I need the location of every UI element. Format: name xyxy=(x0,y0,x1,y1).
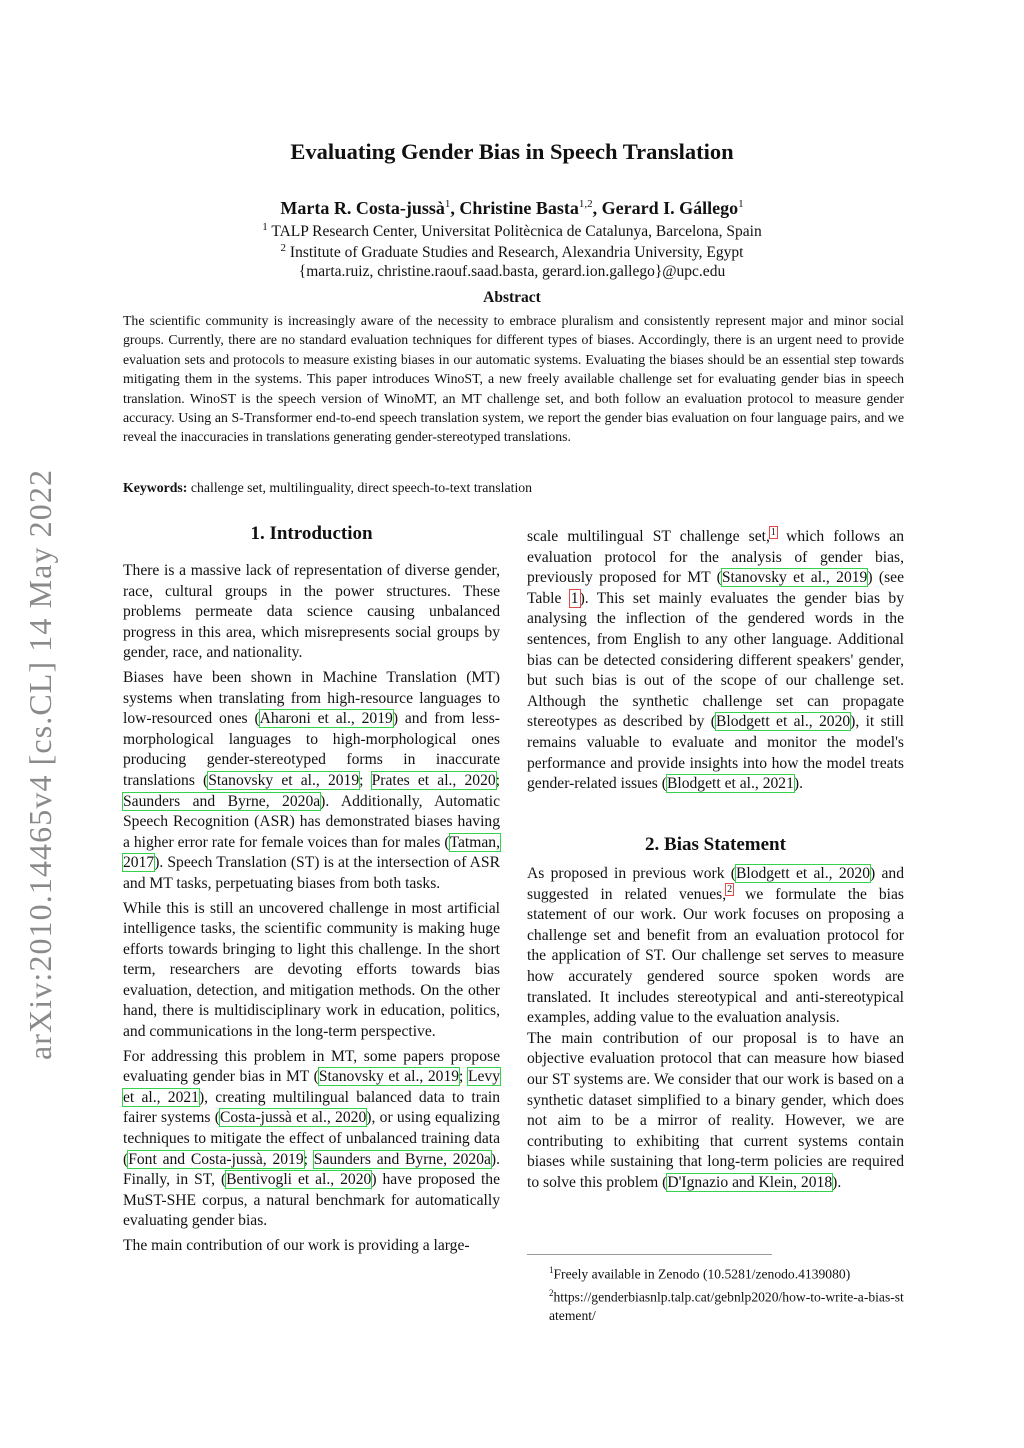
affiliation-1: $^1$ TALP Research Center, Universitat Politècnica de Catalunya, Barcelona, Spain xyxy=(262,221,762,241)
paragraph: There is a massive lack of representation of diverse gender, race, cultural groups in the power structures. These problems permeate data science causing unbalanced progress in this area, which misrepresents social groups by gender, race, and nationality. xyxy=(123,562,500,662)
paragraph: The main contribution of our proposal is to have an objective evaluation protocol that can measure how biased our ST systems are. We consider that our work is based on a synthetic dataset simplified to a binary gender, which does not aim to be a mirror of reality. However, we are contributing to exhibiting that current systems contain biases while sustaining that long-term policies are required to solve this problem (D'Ignazio and Klein, 2018). xyxy=(527,1029,904,1191)
abstract-heading: Abstract xyxy=(483,289,541,306)
citation-link[interactable]: Costa-jussà et al., 2020 xyxy=(219,1109,367,1127)
citation-link[interactable]: Stanovsky et al., 2019 xyxy=(208,771,360,789)
footnotes xyxy=(527,1261,904,1326)
author-list: Marta R. Costa-jussà$^1$, Christine Basta$^{1,2}$, Gerard I. Gállego$^1$ xyxy=(280,198,744,218)
citation-link[interactable]: Prates et al., 2020 xyxy=(371,771,496,789)
table-link[interactable]: 1 xyxy=(570,589,579,607)
paragraph: scale multilingual ST challenge set,$^1$ which follows an evaluation protocol for the analysis of gender bias, previously proposed for MT (Stanovsky et al., 2019) (see Table 1). This set mainly evaluates the gender bias by analysing the inflection of the gendered words in the sentences, from English to any other language. Additional bias can be detected considering different speakers' gender, but such bias is out of the scope of our challenge set. Although the synthetic challenge set can propagate stereotypes as described by (Blodgett et al., 2020), it still remains valuable to evaluate and monitor the model's performance and provide insights into how the model treats gender-related issues (Blodgett et al., 2021). xyxy=(527,526,904,793)
citation-link[interactable]: Tatman, 2017 xyxy=(123,833,500,872)
citation-link[interactable]: Font and Costa-jussà, 2019 xyxy=(128,1150,304,1168)
author-affil-mark: 1 xyxy=(444,198,451,210)
paragraph: Biases have been shown in Machine Translation (MT) systems when translating from high-resource languages to low-resourced ones (Aharoni et al., 2019) and from less-morphological languages to high-morphological ones producing gender-stereotyped forms in inaccurate translations (Stanovsky et al., 2019; Prates et al., 2020; Saunders and Byrne, 2020a). Additionally, Automatic Speech Recognition (ASR) has demonstrated biases having a higher error rate for female voices than for males (Tatman, 2017). Speech Translation (ST) is at the intersection of ASR and MT tasks, perpetuating biases from both tasks. xyxy=(123,668,501,892)
citation-link[interactable]: Blodgett et al., 2020 xyxy=(715,713,851,731)
footnote-url[interactable]: https://genderbiasnlp.talp.cat/gebnlp2020/how-to-write-a-bias-statement/ xyxy=(549,1289,904,1324)
author-affil-mark: 1 xyxy=(738,198,744,210)
footnote-2: $^2$https://genderbiasnlp.talp.cat/gebnlp2020/how-to-write-a-bias-statement/ xyxy=(549,1288,904,1324)
citation-link[interactable]: Saunders and Byrne, 2020a xyxy=(123,792,321,810)
paper-title: Evaluating Gender Bias in Speech Translation xyxy=(290,139,734,164)
citation-link[interactable]: Bentivogli et al., 2020 xyxy=(226,1171,372,1189)
footnote-1: $^1$Freely available in Zenodo (10.5281/zenodo.4139080) xyxy=(549,1265,851,1282)
left-column xyxy=(123,561,500,1261)
section-heading-bias-statement: 2. Bias Statement xyxy=(645,834,786,855)
bias-statement-body xyxy=(527,864,904,1198)
citation-link[interactable]: Aharoni et al., 2019 xyxy=(259,710,393,728)
citation-link[interactable]: Stanovsky et al., 2019 xyxy=(721,569,868,587)
right-column xyxy=(527,527,904,799)
citation-link[interactable]: Stanovsky et al., 2019 xyxy=(318,1068,460,1086)
citation-link[interactable]: Blodgett et al., 2021 xyxy=(666,775,794,793)
citation-link[interactable]: Saunders and Byrne, 2020a xyxy=(313,1150,491,1168)
citation-link[interactable]: D'Ignazio and Klein, 2018 xyxy=(667,1173,833,1191)
author-name: Gerard I. Gállego xyxy=(601,198,739,218)
paragraph: As proposed in previous work (Blodgett et al., 2020) and suggested in related venues,$^2$ we formulate the bias statement of our work. Our work focuses on proposing a challenge set and benefit from an evaluation protocol for the application of ST. Our challenge set serves to measure how accurately gendered source spoken words are translated. It includes stereotypical and anti-stereotypical examples, adding value to the evaluation analysis. xyxy=(527,865,905,1027)
citation-link[interactable]: Blodgett et al., 2020 xyxy=(735,865,871,882)
footnote-divider xyxy=(527,1254,772,1255)
affiliation-2: $^2$ Institute of Graduate Studies and Research, Alexandria University, Egypt xyxy=(280,242,744,262)
arxiv-stamp: arXiv:2010.14465v4 [cs.CL] 14 May 2022 xyxy=(22,468,58,1060)
keywords-text: challenge set, multilinguality, direct speech-to-text translation xyxy=(187,480,533,495)
author-name: Marta R. Costa-jussà xyxy=(280,198,445,218)
section-heading-introduction: 1. Introduction xyxy=(250,523,373,544)
citation-link[interactable]: Levy et al., 2021 xyxy=(123,1068,501,1106)
footnote-link[interactable]: 2 xyxy=(727,884,733,896)
author-emails: {marta.ruiz, christine.raouf.saad.basta, gerard.ion.gallego}@upc.edu xyxy=(298,263,726,280)
keywords xyxy=(123,480,532,496)
paragraph: The main contribution of our work is providing a large- xyxy=(123,1237,470,1254)
footnote-link[interactable]: 1 xyxy=(770,526,776,538)
paragraph: While this is still an uncovered challenge in most artificial intelligence tasks, the scientific community is making huge efforts towards bringing to light this challenge. In the short term, researchers are devoting efforts towards bias evaluation, detection, and mitigation methods. On the other hand, there is multidisciplinary work in education, politics, and communications in the long-term perspective. xyxy=(123,899,500,1041)
keywords-label: Keywords: xyxy=(123,480,188,495)
author-name: Christine Basta xyxy=(459,198,579,218)
author-affil-mark: 1,2 xyxy=(578,198,593,210)
abstract-text: The scientific community is increasingly aware of the necessity to embrace pluralism and consistently represent major and minor social groups. Currently, there are no standard evaluation techniques for different types of biases. Accordingly, there is an urgent need to provide evaluation sets and protocols to measure existing biases in our automatic systems. Evaluating the biases should be an essential step towards mitigating them in the systems. This paper introduces WinoST, a new freely available challenge set for evaluating gender bias in speech translation. WinoST is the speech version of WinoMT, an MT challenge set, and both follow an evaluation protocol to measure gender accuracy. Using an S-Transformer end-to-end speech translation system, we report the gender bias evaluation on four language pairs, and we reveal the inaccuracies in translations generating gender-stereotyped translations. xyxy=(123,313,904,445)
paragraph: For addressing this problem in MT, some papers propose evaluating gender bias in MT (Stanovsky et al., 2019; Levy et al., 2021), creating multilingual balanced data to train fairer systems (Costa-jussà et al., 2020), or using equalizing techniques to mitigate the effect of unbalanced training data (Font and Costa-jussà, 2019; Saunders and Byrne, 2020a). Finally, in ST, (Bentivogli et al., 2020) have proposed the MuST-SHE corpus, a natural benchmark for automatically evaluating gender bias. xyxy=(123,1047,501,1230)
